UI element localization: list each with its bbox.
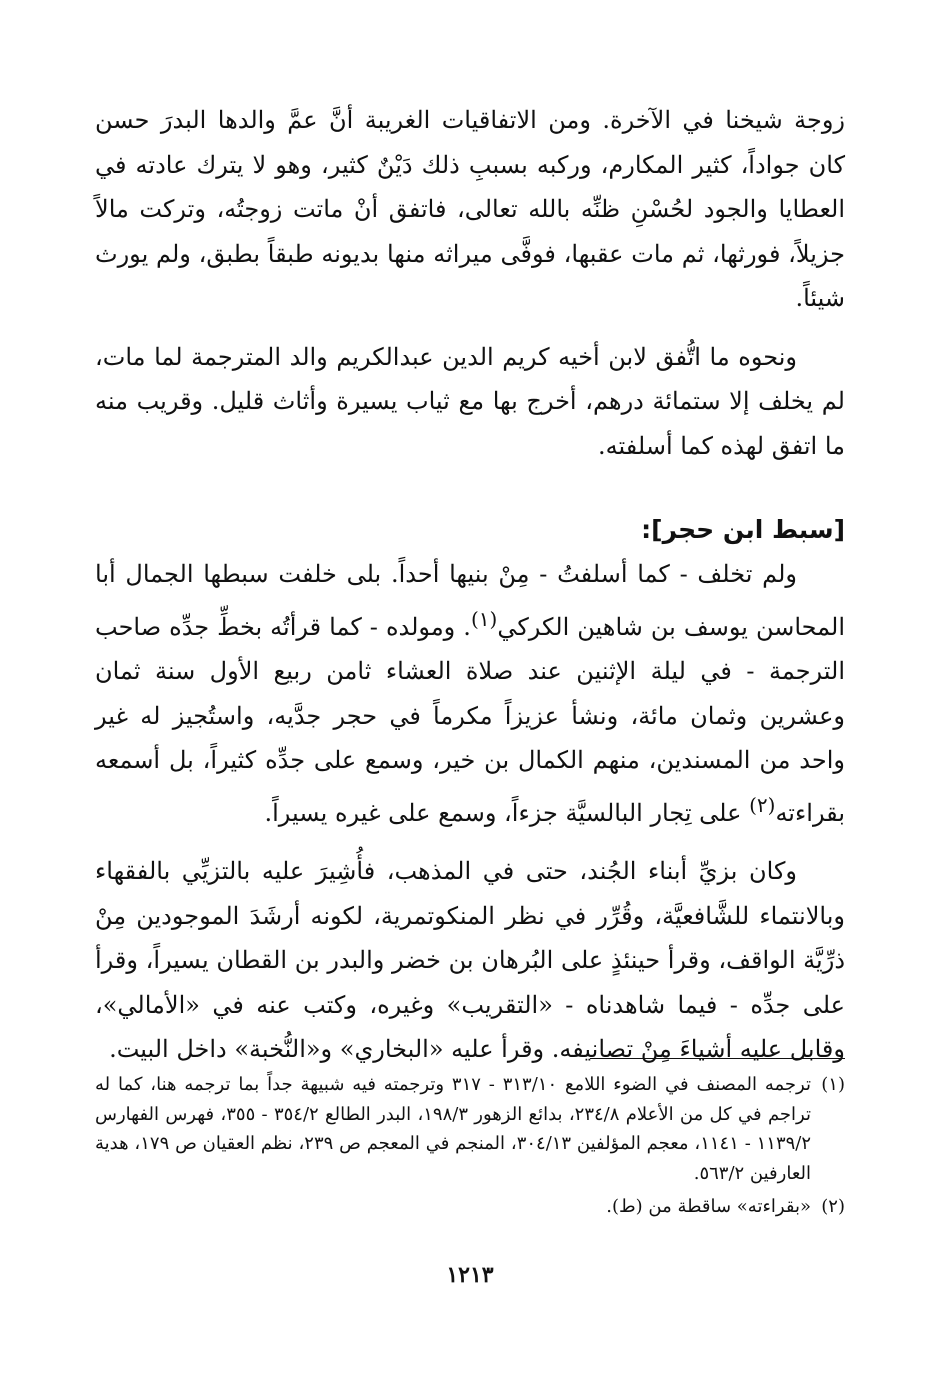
footnote-separator bbox=[590, 1058, 845, 1059]
footnotes bbox=[95, 1070, 845, 1222]
paragraph-3-text-c: على تِجار البالسيَّة جزءاً، وسمع على غيره يسيراً. bbox=[264, 798, 750, 827]
footnote-ref-1: (١) bbox=[470, 606, 498, 631]
footnote-1-number: (١) bbox=[821, 1074, 845, 1095]
footnote-1 bbox=[95, 1070, 845, 1188]
footnote-1-text: ترجمه المصنف في الضوء اللامع ٣١٣/١٠ - ٣١٧ وترجمته فيه شبيهة جداً بما ترجمه هنا، كما له تراجم في كل من الأعلام ٢٣٤/٨، بدائع الزهور ١٩٨/٣، البدر الطالع ٣٥٤/٢ - ٣٥٥، فهرس الفهارس ١١٣٩/٢ - ١١٤١، معجم المؤلفين ٣٠٤/١٣، المنجم في المعجم ص ٢٣٩، نظم العقيان ص ١٧٩، هدية العارفين ٥٦٣/٢. bbox=[95, 1074, 812, 1184]
footnote-2-text: «بقراءته» ساقطة من (ط). bbox=[606, 1196, 811, 1217]
paragraph-1: زوجة شيخنا في الآخرة. ومن الاتفاقيات الغريبة أنَّ عمَّ والدها البدرَ حسن كان جواداً، كثير المكارم، وركبه بسببِ ذلك دَيْنٌ كثير، وهو لا يترك عادته في العطايا والجود لحُسْنِ ظنِّه بالله تعالى، فاتفق أنْ ماتت زوجتُه، وتركت مالاً جزيلاً، فورثها، ثم مات عقبها، فوفَّى ميراثه منها بديونه طبقاً بطبق، ولم يورث شيئاً. bbox=[95, 106, 845, 312]
page-body bbox=[95, 98, 845, 1072]
footnote-ref-2: (٢) bbox=[749, 792, 776, 817]
paragraph-2: ونحوه ما اتُّفق لابن أخيه كريم الدين عبدالكريم والد المترجمة لما مات، لم يخلف إلا ستمائة درهم، أخرج بها مع ثياب يسيرة وأثاث قليل. وقريب منه ما اتفق لهذه كما أسلفته. bbox=[95, 342, 845, 460]
paragraph-4: وكان بزيِّ أبناء الجُند، حتى في المذهب، فأُشِيرَ عليه بالتزيِّي بالفقهاء وبالانتماء للشَّافعيَّة، وقُرِّر في نظر المنكوتمرية، لكونه أرشَدَ الموجودين مِنْ ذرِّيَّة الواقف، وقرأ حينئذٍ على البُرهان بن خضر والبدر بن القطان يسيراً، وقرأ على جدِّه - فيما شاهدناه - «التقريب» وغيره، وكتب عنه في «الأمالي»، وقابل عليه أشياءَ مِنْ تصانيفه. وقرأ عليه «البخاري» و«النُّخبة» داخل البيت. bbox=[95, 857, 845, 1063]
page-number: ١٢١٣ bbox=[446, 1262, 494, 1288]
paragraph-3-text-b: . ومولده - كما قرأتُه بخطِّ جدِّه صاحب الترجمة - في ليلة الإثنين عند صلاة العشاء ثامن ربيع الأول سنة ثمان وعشرين وثمان مائة، ونشأ عزيزاً مكرماً في حجر جدَّيه، واستُجيز له غير واحد من المسندين، منهم الكمال بن خير، وسمع على جدِّه كثيراً، بل أسمعه بقراءته bbox=[95, 612, 845, 827]
paragraph-3-text-a: ولم تخلف - كما أسلفتُ - مِنْ بنيها أحداً. بلى خلفت سبطها الجمال أبا المحاسن يوسف بن شاهين الكركي bbox=[95, 560, 846, 641]
section-heading: [سبط ابن حجر]: bbox=[641, 515, 845, 544]
footnote-2-number: (٢) bbox=[821, 1196, 845, 1217]
footnote-2 bbox=[95, 1192, 845, 1222]
paragraph-3 bbox=[95, 552, 845, 835]
